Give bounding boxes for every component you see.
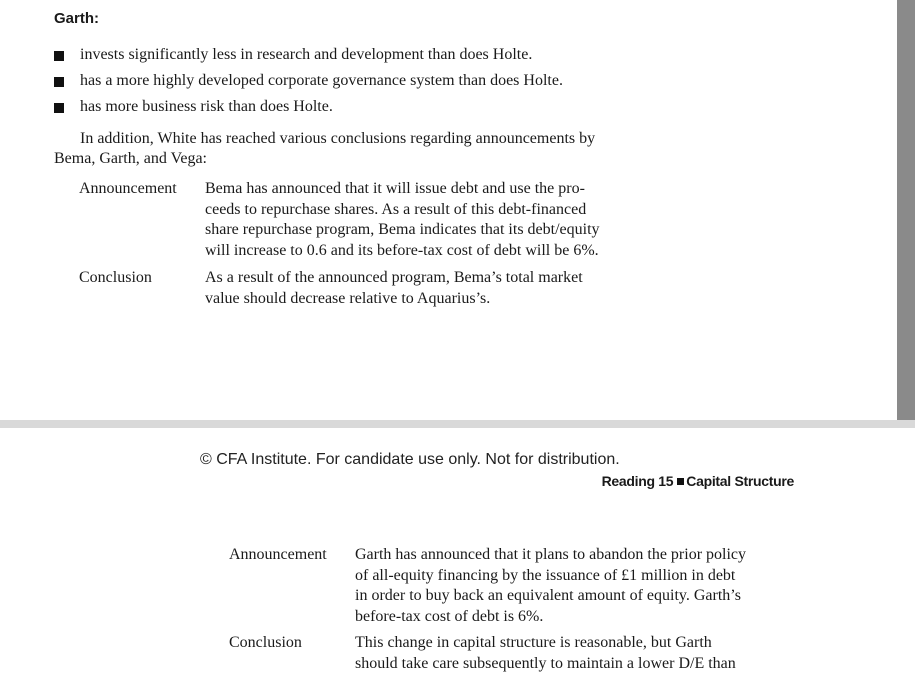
text-line: ceeds to repurchase shares. As a result of this debt-financed — [205, 200, 587, 218]
text-line: value should decrease relative to Aquarius’s. — [205, 289, 491, 307]
paragraph-line: Bema, Garth, and Vega: — [54, 150, 207, 167]
conclusion-text — [355, 633, 736, 674]
bullet-square-icon — [54, 77, 64, 87]
announcement-text — [205, 179, 600, 261]
text-line: Garth has announced that it plans to abandon the prior policy — [355, 546, 747, 563]
bullet-text: invests significantly less in research and development than does Holte. — [80, 46, 533, 63]
bullet-square-icon — [54, 103, 64, 113]
reading-title: Capital Structure — [686, 473, 794, 489]
reading-number: Reading 15 — [601, 473, 674, 489]
conclusion-text — [205, 268, 583, 309]
separator-square-icon — [677, 478, 684, 485]
page-separator — [0, 420, 915, 428]
bullet-square-icon — [54, 51, 64, 61]
text-line: share repurchase program, Bema indicates that its debt/equity — [205, 221, 600, 238]
scrollbar[interactable] — [897, 0, 915, 420]
announcement-text — [355, 545, 746, 627]
announcement-label: Announcement — [229, 546, 327, 563]
text-line: Bema has announced that it will issue debt and use the pro- — [205, 180, 585, 197]
company-heading: Garth: — [54, 10, 99, 27]
text-line: will increase to 0.6 and its before-tax cost of debt will be 6%. — [205, 241, 599, 259]
conclusion-label: Conclusion — [229, 634, 302, 651]
text-line: This change in capital structure is reasonable, but Garth — [355, 634, 712, 651]
intro-paragraph — [54, 129, 674, 169]
text-line: of all-equity financing by the issuance of £1 million in debt — [355, 566, 736, 584]
paragraph-line: In addition, White has reached various conclusions regarding announcements by — [80, 130, 596, 147]
conclusion-label: Conclusion — [79, 269, 152, 286]
copyright-notice: © CFA Institute. For candidate use only. Not for distribution. — [200, 451, 620, 468]
bullet-text: has a more highly developed corporate governance system than does Holte. — [80, 72, 563, 89]
text-line: should take care subsequently to maintain a lower D/E than — [355, 654, 736, 672]
running-head — [602, 473, 794, 489]
text-line: in order to buy back an equivalent amount of equity. Garth’s — [355, 587, 741, 604]
text-line: As a result of the announced program, Bema’s total market — [205, 269, 583, 286]
announcement-label: Announcement — [79, 180, 177, 197]
bullet-text: has more business risk than does Holte. — [80, 98, 333, 115]
text-line: before-tax cost of debt is 6%. — [355, 607, 544, 625]
